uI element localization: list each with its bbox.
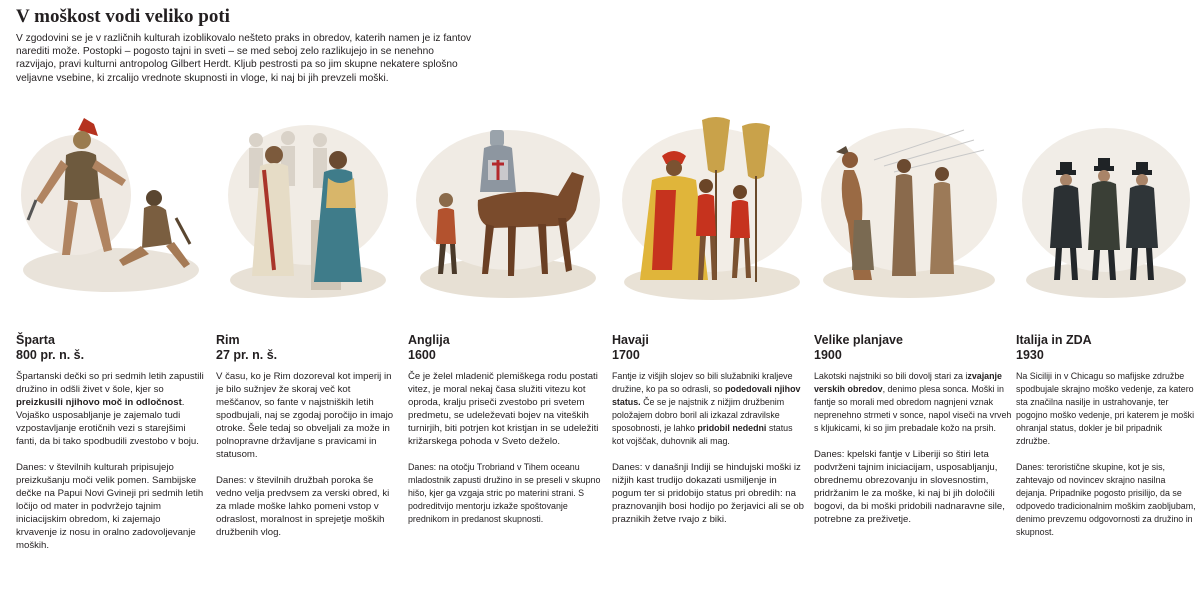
section-year: 1930 [1016,348,1044,362]
section-year: 800 pr. n. š. [16,348,85,362]
section-paragraph-main: Špartanski dečki so pri sedmih letih zapustili družino in odšli živet v šole, kjer so preizkusili njihovo moč in odločnost. Vojaško usposabljanje je zajemalo tudi vzpostavljanje erotičnih vezi s starejšimi fanti, da bi tako spodbudili zvestobo v boju. [16,371,204,447]
section-text [1016,370,1196,552]
intro-paragraph: V zgodovini se je v različnih kulturah izoblikovalo nešteto praks in obredov, katerih namen je iz fantov narediti može. Postopki – pogosto tajni in sveti – se med seboj zelo razlikujejo in se nenehno razvijajo, pravi kulturni antropolog Gilbert Herdt. Kljub pestrosti pa so jim skupne nekatere splošno veljavne vsebine, ki zrcalijo vrednote skupnosti in vloge, ki naj bi jih prevzeli moški. [16,33,472,84]
section-paragraph-today: Danes: v današnji Indiji se hindujski moški iz nižjih kast trudijo dokazati usmiljenje in pogum ter si pridobijo status pri obredih: na praznovanjih bosi hodijo po žerjavici ali se ob praznikih žetve rvajo z biki. [612,462,804,525]
section-text [216,370,394,552]
page-title: V moškost vodi veliko poti [16,6,230,27]
section-year: 1600 [408,348,436,362]
section-paragraph-today: Danes: teroristične skupine, kot je sis, zahtevajo od novincev skrajno nasilna dejanja. Pripadnike pogosto prisilijo, da se odpovedo tradicionalnim moškim zaobljubam, denimo prevzemu odgovornosti za družino in skupnost. [1016,462,1196,537]
section-year: 27 pr. n. š. [216,348,278,362]
section-year: 1700 [612,348,640,362]
section-paragraph-today: Danes: v številnih družbah poroka še vedno velja predvsem za verski obred, ki za mlade moške lahko pomeni vstop v odraslost, moralnost in sprejetje moških družbenih vlog. [216,475,390,538]
section-text [16,370,204,565]
section-place: Velike planjave [814,333,903,347]
section-place: Italija in ZDA [1016,333,1092,347]
velike-planjave-illustration [814,100,1014,315]
section-place: Rim [216,333,240,347]
section-paragraph-main: Fantje iz višjih slojev so bili služabniki kraljeve družine, ko pa so odrasli, so podedovali njihov status. Če se je najstnik z nižjim družbenim položajem dobro boril ali izkazal zdravilske sposobnosti, je lahko pridobil nededni status kot vojščak, duhovnik ali mag. [612,371,801,446]
anglija-illustration [408,100,608,315]
section-paragraph-main: V času, ko je Rim dozoreval kot imperij in je bilo sužnjev že skoraj več kot meščanov, so fante v najstniških letih spodbujali, naj se zgodaj poročijo in imajo otroke. Šele tedaj so obveljali za može in polnopravne državljane s pravicami in statusom. [216,371,394,460]
section-paragraph-today: Danes: v številnih kulturah pripisujejo preizkušanju moči velik pomen. Sambijske dečke na Papui Novi Gvineji pri sedmih letih ločijo od mater in podvržejo tajnim iniciacijskim obredom, ki zajemajo krvavenje iz nosu in oralno zadovoljevanje moških. [16,462,204,551]
section-year: 1900 [814,348,842,362]
section-paragraph-main: Lakotski najstniki so bili dovolj stari za izvajanje verskih obredov, denimo plesa sonca. Moški in fantje so morali med obredom nagnjeni vznak neprenehno strmeti v sonce, napol viseči na vrveh s kljukicami, ki so jim prebadale kožo na prsih. [814,371,1012,433]
section-text [408,370,604,539]
section-text [612,370,806,539]
section-text [814,370,1012,539]
section-paragraph-today: Danes: na otočju Trobriand v Tihem oceanu mladostnik zapusti družino in se preseli v skupno hišo, kjer ga vzgaja stric po materini strani. S podreditvijo mentorju izkaže spoštovanje prednikom in predanost skupnosti. [408,462,601,524]
section-paragraph-main: Če je želel mladenič plemiškega rodu postati vitez, je moral nekaj časa služiti vitezu kot oproda, kralju priseči zvestobo pri svetem predmetu, se udeleževati bojev na viteških turnirjih, biti potrjen kot kristjan in se udeležiti križarskega pohoda v Sveto deželo. [408,371,599,447]
section-paragraph-main: Na Siciliji in v Chicagu so mafijske združbe spodbujale skrajno moško vedenje, za katero sta značilna nasilje in ustrahovanje, ter pogojno moško vedenje, pri katerem je moški ohranjal status, dokler je bil pripadnik združbe. [1016,371,1195,446]
section-place: Anglija [408,333,450,347]
havaji-illustration [612,100,810,315]
section-paragraph-today: Danes: kpelski fantje v Liberiji so štiri leta podvrženi tajnim iniciacijam, usposabljanju, obrednemu obrezovanju in slovesnostim, pridržanim le za moške, ki naj bi jih določili bogovi, da bi moški pridobili nadnaravne sile, potrebne za preživetje. [814,449,1005,525]
section-place: Havaji [612,333,649,347]
italija-zda-illustration [1016,100,1198,315]
sparta-illustration [16,100,206,315]
section-place: Šparta [16,333,55,347]
rim-illustration [216,100,400,315]
